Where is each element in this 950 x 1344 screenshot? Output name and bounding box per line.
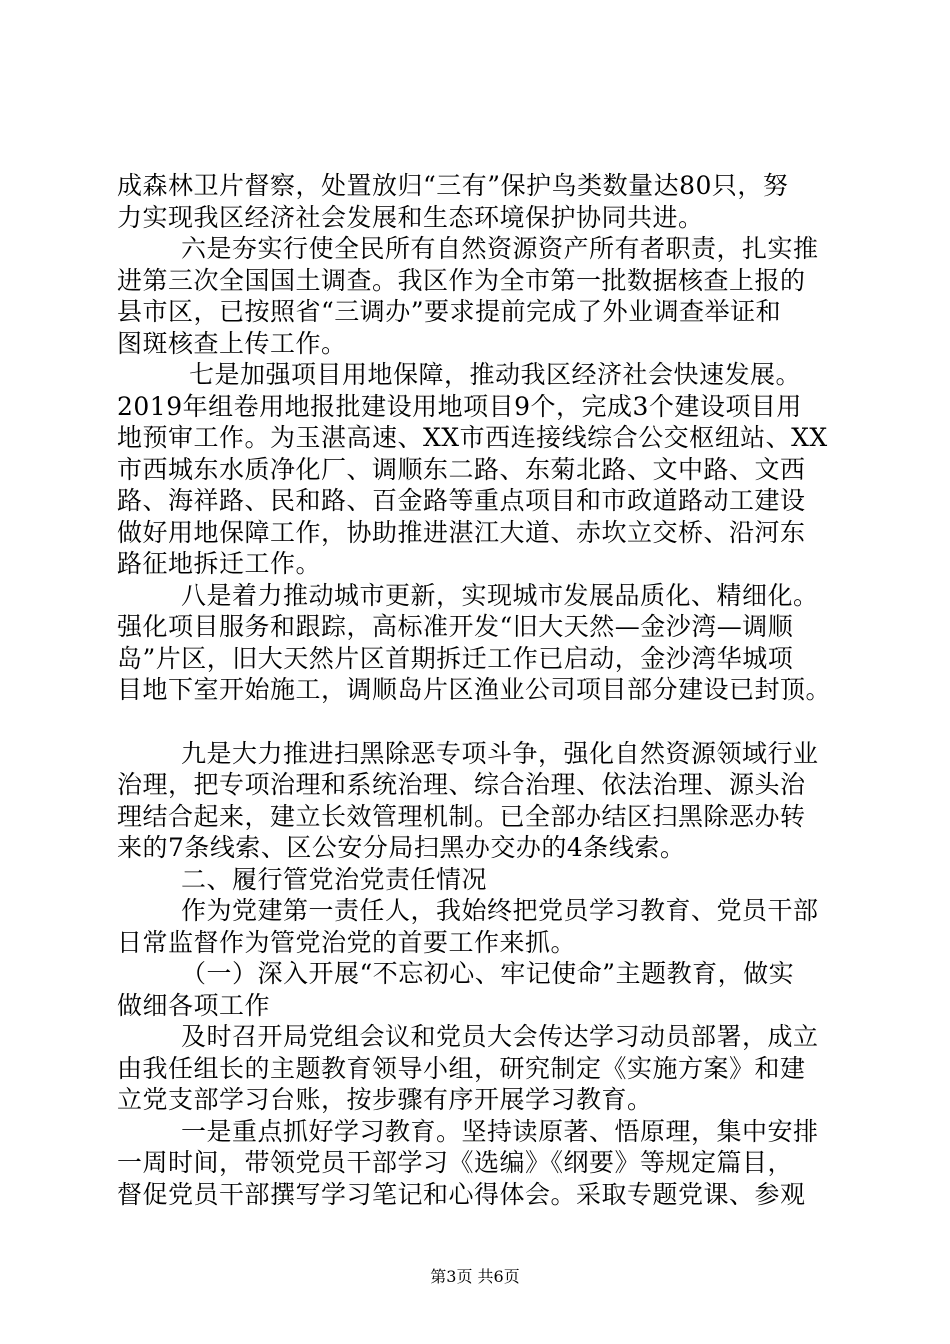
text-line: 强化项目服务和跟踪，高标准开发“旧大天然—金沙湾—调顺 [117, 612, 794, 641]
text-line: 立党支部学习台账，按步骤有序开展学习教育。 [117, 1085, 653, 1114]
text-line: 岛”片区，旧大天然片区首期拆迁工作已启动，金沙湾华城项 [117, 643, 794, 673]
text-line: 进第三次全国国土调查。我区作为全市第一批数据核查上报的 [117, 265, 806, 295]
text-line: 地预审工作。为玉湛高速、XX市西连接线综合公交枢纽站、XX [117, 423, 828, 452]
paragraph-start-line: 七是加强项目用地保障，推动我区经济社会快速发展。 [189, 360, 802, 389]
paragraph-start-line: 九是大力推进扫黑除恶专项斗争，强化自然资源领域行业 [181, 738, 819, 768]
body-text [117, 170, 837, 1210]
text-line: 一周时间，带领党员干部学习《选编》《纲要》等规定篇目， [117, 1148, 794, 1177]
text-line: 治理，把专项治理和系统治理、综合治理、依法治理、源头治 [117, 770, 806, 799]
text-line: 市西城东水质净化厂、调顺东二路、东菊北路、文中路、文西 [117, 454, 806, 484]
text-line: 县市区，已按照省“三调办”要求提前完成了外业调查举证和 [117, 297, 782, 326]
paragraph-start-line: 作为党建第一责任人，我始终把党员学习教育、党员干部 [181, 896, 819, 925]
paragraph-start-line: 六是夯实行使全民所有自然资源资产所有者职责，扎实推 [181, 234, 819, 263]
text-line: 图斑核查上传工作。 [117, 328, 347, 358]
section-heading: 二、履行管党治党责任情况 [181, 864, 488, 894]
text-line: 做好用地保障工作，协助推进湛江大道、赤坎立交桥、沿河东 [117, 517, 806, 547]
text-line: 督促党员干部撰写学习笔记和心得体会。采取专题党课、参观 [117, 1179, 806, 1209]
text-line: 路、海祥路、民和路、百金路等重点项目和市政道路动工建设 [117, 486, 806, 515]
page-number-footer: 第3页 共6页 [430, 1267, 520, 1286]
text-line: 成森林卫片督察，处置放归“三有”保护鸟类数量达80只，努 [117, 171, 789, 200]
text-line: 2019年组卷用地报批建设用地项目9个，完成3个建设项目用 [117, 391, 802, 421]
paragraph-start-line: 一是重点抓好学习教育。坚持读原著、悟原理，集中安排 [181, 1116, 819, 1146]
text-line: 理结合起来，建立长效管理机制。已全部办结区扫黑除恶办转 [117, 801, 806, 831]
subsection-heading: （一）深入开展“不忘初心、牢记使命”主题教育，做实 [181, 959, 795, 988]
text-line: 力实现我区经济社会发展和生态环境保护协同共进。 [117, 202, 704, 232]
subsection-heading-continued: 做细各项工作 [117, 990, 271, 1020]
text-line: 由我任组长的主题教育领导小组，研究制定《实施方案》和建 [117, 1053, 806, 1083]
paragraph-gap [117, 706, 837, 738]
paragraph-start-line: 八是着力推动城市更新，实现城市发展品质化、精细化。 [181, 580, 819, 610]
paragraph-start-line: 及时召开局党组会议和党员大会传达学习动员部署，成立 [181, 1022, 819, 1051]
text-line: 日常监督作为管党治党的首要工作来抓。 [117, 927, 577, 957]
text-line: 目地下室开始施工，调顺岛片区渔业公司项目部分建设已封顶。 [117, 675, 832, 704]
text-line: 来的7条线索、区公安分局扫黑办交办的4条线索。 [117, 833, 686, 862]
text-line: 路征地拆迁工作。 [117, 549, 322, 578]
